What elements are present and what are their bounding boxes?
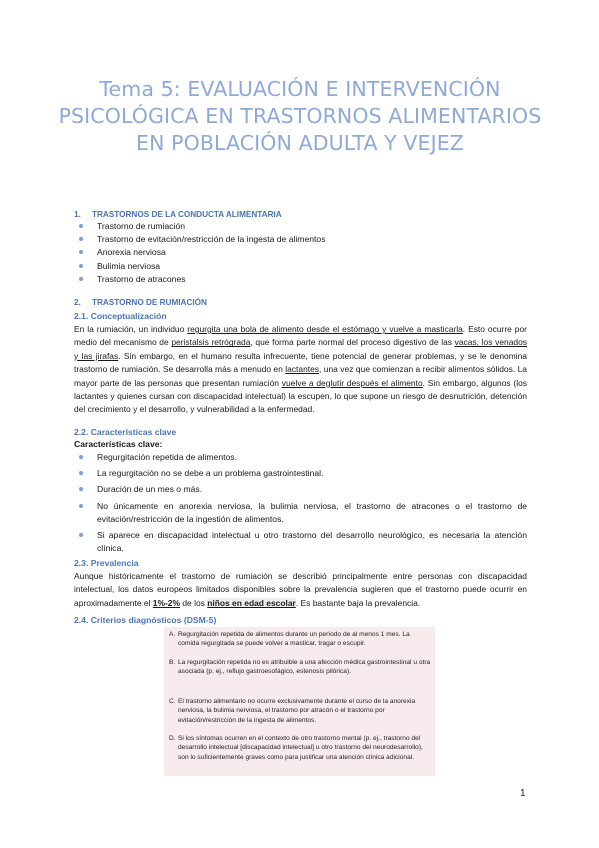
list-item: Trastorno de atracones bbox=[74, 273, 326, 286]
subsection-2-1-heading: 2.1. Conceptualización bbox=[74, 311, 167, 321]
bullet-icon bbox=[79, 250, 83, 254]
list-item: Si aparece en discapacidad intelectual u otro trastorno del desarrollo neurológico, es necesaria la atención clínica. bbox=[74, 529, 527, 555]
section-1-title: TRASTORNOS DE LA CONDUCTA ALIMENTARIA bbox=[92, 210, 282, 219]
conceptualization-paragraph: En la rumiación, un individuo regurgita una bola de alimento desde el estómago y vuelve a masticarla. Esto ocurre por medio del mecanismo de peristalsis retrógrada, que forma parte normal del proceso digestivo de las vacas, los venados y las jirafas. Sin embargo, en el humano resulta infrecuente, tiene potencial de generar problemas, y se le denomina trastorno de rumiación. Se desarrolla más a menudo en lactantes, una vez que comienzan a recibir alimentos sólidos. La mayor parte de las personas que presentan rumiación vuelve a deglutir después el alimento. Sin embargo, algunos (los lactantes y quienes cursan con discapacidad intelectual) la escupen, lo que supone un riesgo de desnutrición, detención del crecimiento y el desarrollo, y vulnerabilidad a la enfermedad. bbox=[74, 324, 528, 415]
key-features-list bbox=[74, 451, 527, 558]
bullet-icon bbox=[79, 277, 83, 281]
section-1-number: 1. bbox=[74, 210, 81, 219]
key-features-label: Características clave: bbox=[74, 439, 163, 449]
list-item: Duración de un mes o más. bbox=[74, 483, 527, 496]
criterion-a: A. Regurgitación repetida de alimentos durante un período de al menos 1 mes. La comida regurgitada se puede volver a masticar, tragar o escupir. bbox=[169, 631, 410, 648]
section-2-heading bbox=[74, 298, 207, 307]
prevalence-paragraph: Aunque históricamente el trastorno de rumiación se describió principalmente entre personas con discapacidad intelectual, los datos europeos limitados disponibles sobre la prevalencia sugieren que el trastorno puede ocurrir en aproximadamente el 1%-2% de los niños en edad escolar. Es bastante baja la prevalencia. bbox=[74, 571, 527, 608]
list-item: La regurgitación no se debe a un problema gastrointestinal. bbox=[74, 467, 527, 480]
section-1-list bbox=[74, 220, 326, 286]
list-item: Anorexia nerviosa bbox=[74, 246, 326, 259]
bullet-icon bbox=[79, 264, 83, 268]
bullet-icon bbox=[79, 471, 83, 475]
page-number: 1 bbox=[520, 788, 526, 799]
bullet-icon bbox=[79, 487, 83, 491]
bullet-icon bbox=[79, 533, 83, 537]
page-title: Tema 5: EVALUACIÓN E INTERVENCIÓN PSICOLÓGICA EN TRASTORNOS ALIMENTARIOS EN POBLACIÓN ADULTA Y VEJEZ bbox=[58, 77, 542, 155]
bullet-icon bbox=[79, 455, 83, 459]
list-item: Trastorno de rumiación bbox=[74, 220, 326, 233]
section-2-title: TRASTORNO DE RUMIACIÓN bbox=[92, 298, 207, 307]
section-1-heading bbox=[74, 210, 282, 219]
bullet-icon bbox=[79, 504, 83, 508]
section-2-number: 2. bbox=[74, 298, 81, 307]
diagnostic-criteria-box bbox=[164, 627, 435, 776]
list-item: No únicamente en anorexia nerviosa, la bulimia nerviosa, el trastorno de atracones o el trastorno de evitación/restricción de la ingestión de alimentos. bbox=[74, 500, 527, 526]
bullet-icon bbox=[79, 224, 83, 228]
subsection-2-2-heading: 2.2. Características clave bbox=[74, 427, 177, 437]
subsection-2-4-heading: 2.4. Criterios diagnósticos (DSM-5) bbox=[74, 615, 217, 625]
list-item: Trastorno de evitación/restricción de la ingesta de alimentos bbox=[74, 233, 326, 246]
subsection-2-3-heading: 2.3. Prevalencia bbox=[74, 558, 139, 568]
criterion-c: C. El trastorno alimentario no ocurre exclusivamente durante el curso de la anorexia nerviosa, la bulimia nerviosa, el trastorno por atracón o el trastorno por evitación/restricción de la ingesta de alimentos. bbox=[169, 698, 416, 724]
bullet-icon bbox=[79, 237, 83, 241]
criterion-d: D. Si los síntomas ocurren en el contexto de otro trastorno mental (p. ej., trastorno del desarrollo intelectual [discapacidad intelectual] u otro trastorno del neurodesarrollo), son lo suficientemente graves como para justificar una atención clínica adicional. bbox=[169, 735, 423, 761]
list-item: Bulimia nerviosa bbox=[74, 260, 326, 273]
criterion-b: B. La regurgitación repetida no es atribuible a una afección médica gastrointestinal u otra asociada (p. ej., reflujo gastroesofágico, estenosis pilórica). bbox=[169, 659, 431, 676]
list-item: Regurgitación repetida de alimentos. bbox=[74, 451, 527, 464]
